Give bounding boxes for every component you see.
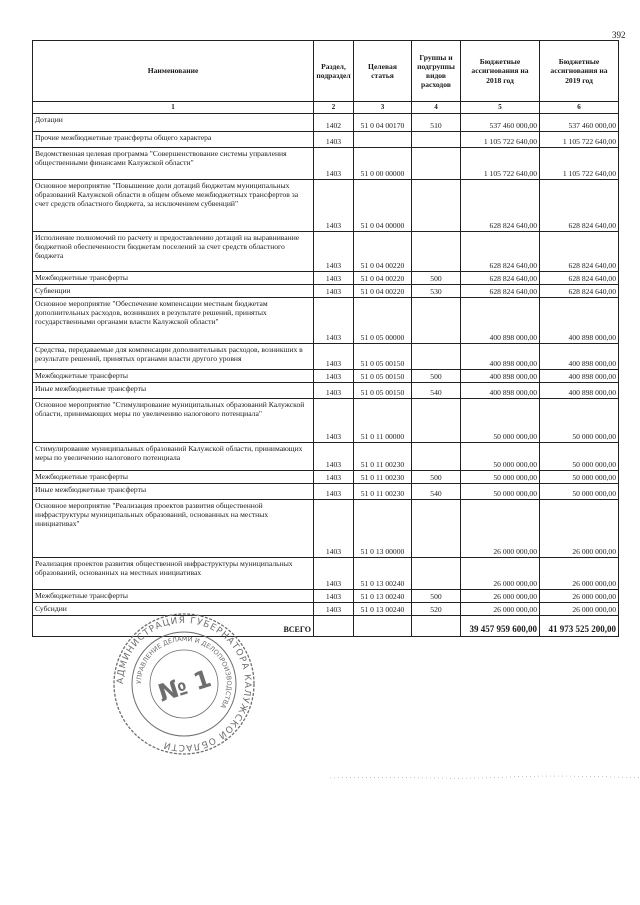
row-section: 1403 <box>314 370 354 383</box>
header-budget-2019: Бюджетные ассигнования на 2019 год <box>540 41 619 102</box>
row-budget-2019: 1 105 722 640,00 <box>540 148 619 180</box>
row-section: 1403 <box>314 590 354 603</box>
header-budget-2018: Бюджетные ассигнования на 2018 год <box>461 41 540 102</box>
row-budget-2018: 50 000 000,00 <box>461 443 540 471</box>
official-seal-icon <box>112 612 256 756</box>
row-target-code: 51 0 04 00000 <box>354 180 412 232</box>
row-group-code <box>412 180 461 232</box>
signature-line <box>330 772 640 784</box>
row-group-code <box>412 558 461 590</box>
row-name: Межбюджетные трансферты <box>33 370 314 383</box>
row-budget-2018: 50 000 000,00 <box>461 399 540 443</box>
row-section: 1403 <box>314 500 354 558</box>
header-number: 5 <box>461 102 540 114</box>
row-target-code: 51 0 00 00000 <box>354 148 412 180</box>
row-section: 1403 <box>314 603 354 616</box>
row-budget-2018: 26 000 000,00 <box>461 558 540 590</box>
header-groups: Группы и подгруппы видов расходов <box>412 41 461 102</box>
row-target-code: 51 0 11 00230 <box>354 471 412 484</box>
row-budget-2019: 26 000 000,00 <box>540 603 619 616</box>
budget-table <box>32 40 619 637</box>
header-number: 4 <box>412 102 461 114</box>
row-target-code: 51 0 13 00000 <box>354 500 412 558</box>
table-row <box>33 370 619 383</box>
row-budget-2018: 628 824 640,00 <box>461 180 540 232</box>
row-group-code: 500 <box>412 370 461 383</box>
row-name: Межбюджетные трансферты <box>33 272 314 285</box>
header-number: 3 <box>354 102 412 114</box>
row-target-code: 51 0 11 00000 <box>354 399 412 443</box>
row-budget-2018: 1 105 722 640,00 <box>461 132 540 148</box>
table-body <box>33 114 619 616</box>
row-budget-2019: 26 000 000,00 <box>540 590 619 603</box>
row-section: 1403 <box>314 180 354 232</box>
row-section: 1402 <box>314 114 354 132</box>
header-row <box>33 41 619 102</box>
row-group-code <box>412 399 461 443</box>
row-budget-2019: 50 000 000,00 <box>540 399 619 443</box>
total-2019: 41 973 525 200,00 <box>540 616 619 637</box>
row-group-code <box>412 500 461 558</box>
row-target-code: 51 0 13 00240 <box>354 590 412 603</box>
row-target-code: 51 0 04 00220 <box>354 232 412 272</box>
row-section: 1403 <box>314 285 354 298</box>
row-budget-2019: 400 898 000,00 <box>540 344 619 370</box>
row-section: 1403 <box>314 558 354 590</box>
total-empty-cell <box>314 616 354 637</box>
row-budget-2019: 1 105 722 640,00 <box>540 132 619 148</box>
row-section: 1403 <box>314 399 354 443</box>
row-group-code <box>412 148 461 180</box>
row-target-code: 51 0 04 00170 <box>354 114 412 132</box>
table-row <box>33 500 619 558</box>
row-name: Прочие межбюджетные трансферты общего характера <box>33 132 314 148</box>
row-name: Субсидии <box>33 603 314 616</box>
row-budget-2018: 1 105 722 640,00 <box>461 148 540 180</box>
row-group-code: 500 <box>412 590 461 603</box>
row-group-code <box>412 132 461 148</box>
row-name: Основное мероприятие "Обеспечение компенсации местным бюджетам дополнительных расходов, возникших в результате решений, принятых государственными органами власти Калужской области" <box>33 298 314 344</box>
row-budget-2018: 537 460 000,00 <box>461 114 540 132</box>
row-budget-2018: 400 898 000,00 <box>461 298 540 344</box>
row-group-code <box>412 443 461 471</box>
row-group-code <box>412 232 461 272</box>
row-section: 1403 <box>314 471 354 484</box>
header-number: 2 <box>314 102 354 114</box>
header-number: 1 <box>33 102 314 114</box>
row-name: Исполнение полномочий по расчету и предоставлению дотаций на выравнивание бюджетной обеспеченности бюджетам поселений за счет средств областного бюджета <box>33 232 314 272</box>
row-name: Ведомственная целевая программа "Совершенствование системы управления общественными финансами Калужской области" <box>33 148 314 180</box>
table-row <box>33 232 619 272</box>
row-budget-2018: 400 898 000,00 <box>461 383 540 399</box>
row-section: 1403 <box>314 232 354 272</box>
table-row <box>33 443 619 471</box>
row-target-code: 51 0 05 00150 <box>354 344 412 370</box>
row-budget-2018: 26 000 000,00 <box>461 500 540 558</box>
table-row <box>33 285 619 298</box>
row-section: 1403 <box>314 443 354 471</box>
row-section: 1403 <box>314 148 354 180</box>
row-name: Основное мероприятие "Повышение доли дотаций бюджетам муниципальных образований Калужской области в общем объеме межбюджетных трансфертов за счет средств областного бюджета, за исключением субвенций" <box>33 180 314 232</box>
total-empty-cell <box>354 616 412 637</box>
row-name: Основное мероприятие "Реализация проектов развития общественной инфраструктуры муниципальных образований, основанных на местных инициативах" <box>33 500 314 558</box>
row-target-code: 51 0 05 00150 <box>354 383 412 399</box>
row-name: Дотации <box>33 114 314 132</box>
row-budget-2019: 50 000 000,00 <box>540 443 619 471</box>
table-row <box>33 132 619 148</box>
row-target-code: 51 0 11 00230 <box>354 484 412 500</box>
header-number-row <box>33 102 619 114</box>
total-empty-cell <box>412 616 461 637</box>
table-row <box>33 558 619 590</box>
row-budget-2019: 50 000 000,00 <box>540 484 619 500</box>
page-number: 392 <box>612 30 626 40</box>
row-section: 1403 <box>314 344 354 370</box>
row-group-code: 530 <box>412 285 461 298</box>
table-row <box>33 180 619 232</box>
row-budget-2018: 628 824 640,00 <box>461 285 540 298</box>
row-budget-2019: 628 824 640,00 <box>540 180 619 232</box>
row-group-code: 510 <box>412 114 461 132</box>
row-budget-2019: 26 000 000,00 <box>540 558 619 590</box>
seal-number: № 1 <box>154 664 215 708</box>
row-name: Реализация проектов развития общественной инфраструктуры муниципальных образований, основанных на местных инициативах <box>33 558 314 590</box>
row-group-code: 520 <box>412 603 461 616</box>
row-target-code: 51 0 13 00240 <box>354 603 412 616</box>
row-section: 1403 <box>314 484 354 500</box>
table-row <box>33 298 619 344</box>
row-target-code: 51 0 05 00000 <box>354 298 412 344</box>
row-group-code: 540 <box>412 383 461 399</box>
row-budget-2019: 537 460 000,00 <box>540 114 619 132</box>
row-budget-2019: 26 000 000,00 <box>540 500 619 558</box>
row-budget-2019: 400 898 000,00 <box>540 298 619 344</box>
row-name: Межбюджетные трансферты <box>33 590 314 603</box>
row-budget-2018: 628 824 640,00 <box>461 272 540 285</box>
row-budget-2018: 400 898 000,00 <box>461 344 540 370</box>
row-group-code: 500 <box>412 272 461 285</box>
table-row <box>33 590 619 603</box>
row-target-code: 51 0 13 00240 <box>354 558 412 590</box>
row-name: Основное мероприятие "Стимулирование муниципальных образований Калужской области, принимающих меры по увеличению налогового потенциала" <box>33 399 314 443</box>
row-name: Стимулирование муниципальных образований Калужской области, принимающих меры по увеличению налогового потенциала <box>33 443 314 471</box>
row-target-code: 51 0 11 00230 <box>354 443 412 471</box>
row-name: Иные межбюджетные трансферты <box>33 484 314 500</box>
table-row <box>33 484 619 500</box>
row-budget-2019: 628 824 640,00 <box>540 272 619 285</box>
row-group-code <box>412 298 461 344</box>
row-name: Средства, передаваемые для компенсации дополнительных расходов, возникших в результате решений, принятых органами власти другого уровня <box>33 344 314 370</box>
row-name: Межбюджетные трансферты <box>33 471 314 484</box>
row-budget-2018: 628 824 640,00 <box>461 232 540 272</box>
row-group-code <box>412 344 461 370</box>
row-section: 1403 <box>314 272 354 285</box>
row-budget-2018: 50 000 000,00 <box>461 484 540 500</box>
row-target-code: 51 0 05 00150 <box>354 370 412 383</box>
row-section: 1403 <box>314 298 354 344</box>
table-row <box>33 399 619 443</box>
row-budget-2019: 628 824 640,00 <box>540 285 619 298</box>
row-budget-2019: 628 824 640,00 <box>540 232 619 272</box>
row-target-code: 51 0 04 00220 <box>354 272 412 285</box>
row-section: 1403 <box>314 383 354 399</box>
row-budget-2019: 400 898 000,00 <box>540 383 619 399</box>
row-group-code: 540 <box>412 484 461 500</box>
total-2018: 39 457 959 600,00 <box>461 616 540 637</box>
header-section: Раздел, подраздел <box>314 41 354 102</box>
table-row <box>33 148 619 180</box>
row-budget-2019: 50 000 000,00 <box>540 471 619 484</box>
table-row <box>33 471 619 484</box>
row-group-code: 500 <box>412 471 461 484</box>
row-budget-2018: 50 000 000,00 <box>461 471 540 484</box>
row-budget-2018: 26 000 000,00 <box>461 590 540 603</box>
table-row <box>33 383 619 399</box>
header-number: 6 <box>540 102 619 114</box>
header-target: Целевая статья <box>354 41 412 102</box>
row-budget-2018: 26 000 000,00 <box>461 603 540 616</box>
row-budget-2019: 400 898 000,00 <box>540 370 619 383</box>
row-name: Иные межбюджетные трансферты <box>33 383 314 399</box>
table-row <box>33 344 619 370</box>
seal-outer-text: АДМИНИСТРАЦИЯ ГУБЕРНАТОРА КАЛУЖСКОЙ ОБЛАСТИ <box>115 615 253 753</box>
row-section: 1403 <box>314 132 354 148</box>
total-label: ВСЕГО <box>33 616 314 637</box>
row-budget-2018: 400 898 000,00 <box>461 370 540 383</box>
table-row <box>33 272 619 285</box>
row-name: Субвенции <box>33 285 314 298</box>
row-target-code: 51 0 04 00220 <box>354 285 412 298</box>
row-target-code <box>354 132 412 148</box>
seal-inner-text: УПРАВЛЕНИЕ ДЕЛАМИ И ДЕЛОПРОИЗВОДСТВА <box>134 634 234 710</box>
table-row <box>33 114 619 132</box>
header-name: Наименование <box>33 41 314 102</box>
